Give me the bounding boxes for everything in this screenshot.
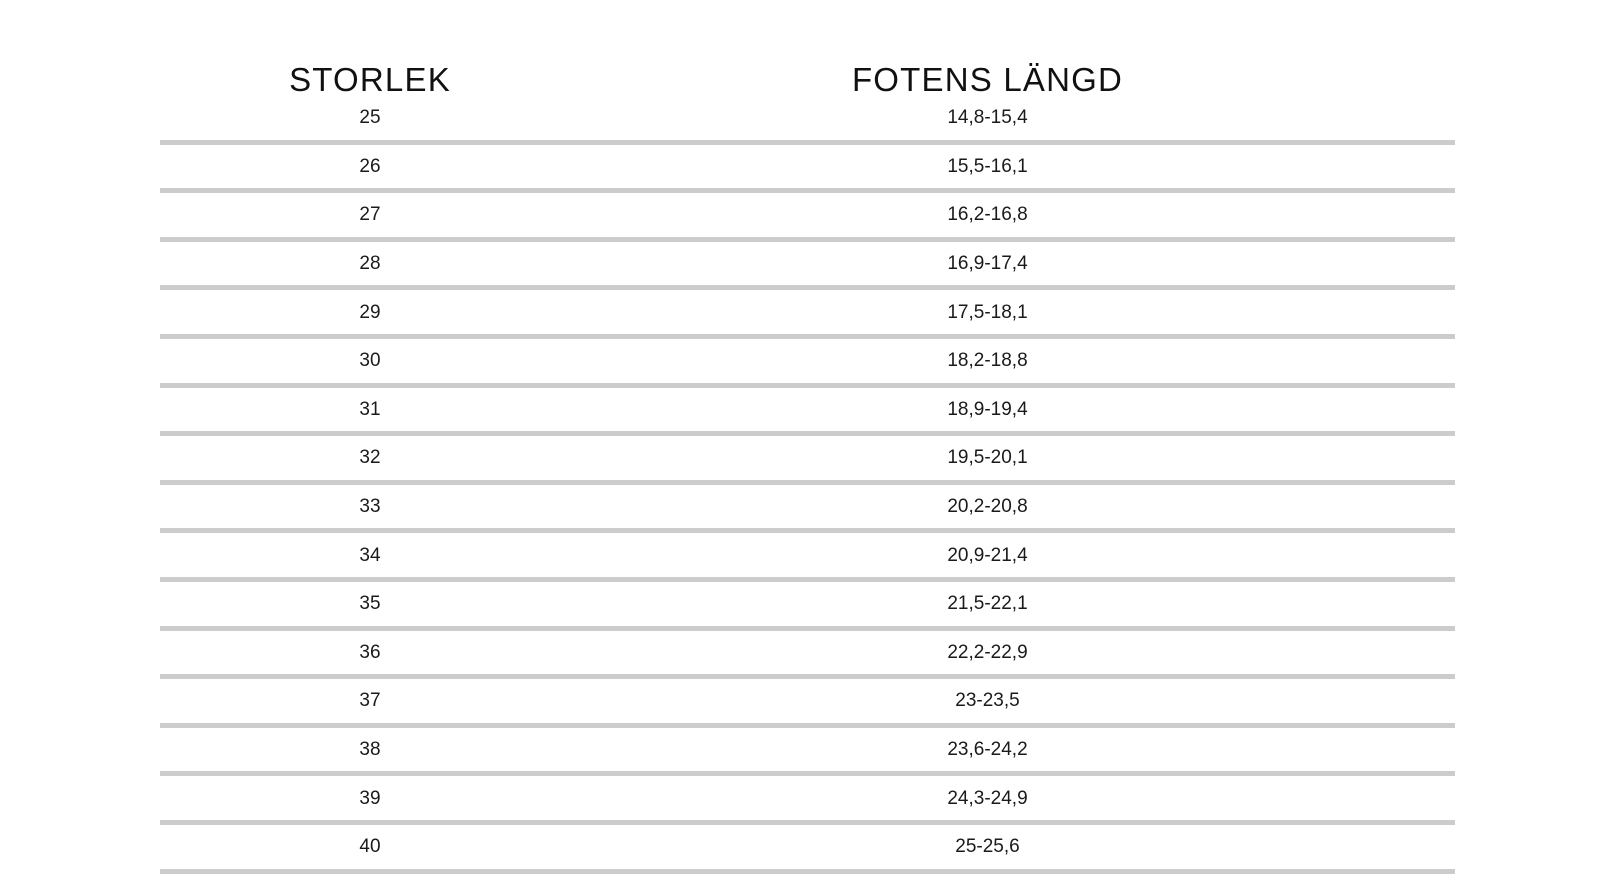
- cell-size: 40: [359, 836, 381, 858]
- table-row: [160, 242, 1455, 291]
- cell-size: 38: [359, 739, 381, 761]
- cell-foot-length: 14,8-15,4: [947, 107, 1028, 129]
- cell-foot-length: 18,9-19,4: [947, 398, 1028, 420]
- table-row: [160, 533, 1455, 582]
- table-row: [160, 436, 1455, 485]
- table-row: [160, 679, 1455, 728]
- cell-size: 26: [359, 155, 381, 177]
- size-chart-inner: [160, 0, 1455, 874]
- cell-foot-length: 21,5-22,1: [947, 593, 1028, 615]
- table-row: [160, 193, 1455, 242]
- table-row: [160, 485, 1455, 534]
- table-row: [160, 145, 1455, 194]
- table-row: [160, 728, 1455, 777]
- column-header-foot-length: FOTENS LÄNGD: [851, 61, 1124, 98]
- table-row: [160, 776, 1455, 825]
- cell-size: 35: [359, 593, 381, 615]
- table-row: [160, 825, 1455, 874]
- cell-foot-length: 23,6-24,2: [947, 739, 1028, 761]
- table-row: [160, 388, 1455, 437]
- cell-size: 32: [359, 447, 381, 469]
- cell-foot-length: 20,2-20,8: [947, 496, 1028, 518]
- cell-size: 33: [359, 496, 381, 518]
- cell-foot-length: 19,5-20,1: [947, 447, 1028, 469]
- cell-foot-length: 24,3-24,9: [947, 787, 1028, 809]
- cell-size: 30: [359, 350, 381, 372]
- cell-size: 37: [359, 690, 381, 712]
- table-body: [160, 96, 1455, 874]
- cell-foot-length: 16,9-17,4: [947, 253, 1028, 275]
- cell-size: 29: [359, 301, 381, 323]
- table-row: [160, 631, 1455, 680]
- cell-foot-length: 20,9-21,4: [947, 544, 1028, 566]
- cell-foot-length: 25-25,6: [955, 836, 1020, 858]
- cell-foot-length: 15,5-16,1: [947, 155, 1028, 177]
- table-header-row: [160, 0, 1455, 96]
- cell-foot-length: 22,2-22,9: [947, 641, 1028, 663]
- cell-size: 34: [359, 544, 381, 566]
- table-row: [160, 96, 1455, 145]
- cell-size: 27: [359, 204, 381, 226]
- column-header-size: STORLEK: [289, 61, 451, 98]
- cell-size: 39: [359, 787, 381, 809]
- cell-foot-length: 18,2-18,8: [947, 350, 1028, 372]
- cell-size: 25: [359, 107, 381, 129]
- cell-foot-length: 17,5-18,1: [947, 301, 1028, 323]
- cell-size: 28: [359, 253, 381, 275]
- cell-foot-length: 16,2-16,8: [947, 204, 1028, 226]
- cell-size: 31: [359, 398, 381, 420]
- table-row: [160, 582, 1455, 631]
- table-row: [160, 290, 1455, 339]
- cell-foot-length: 23-23,5: [955, 690, 1020, 712]
- table-row: [160, 339, 1455, 388]
- cell-size: 36: [359, 641, 381, 663]
